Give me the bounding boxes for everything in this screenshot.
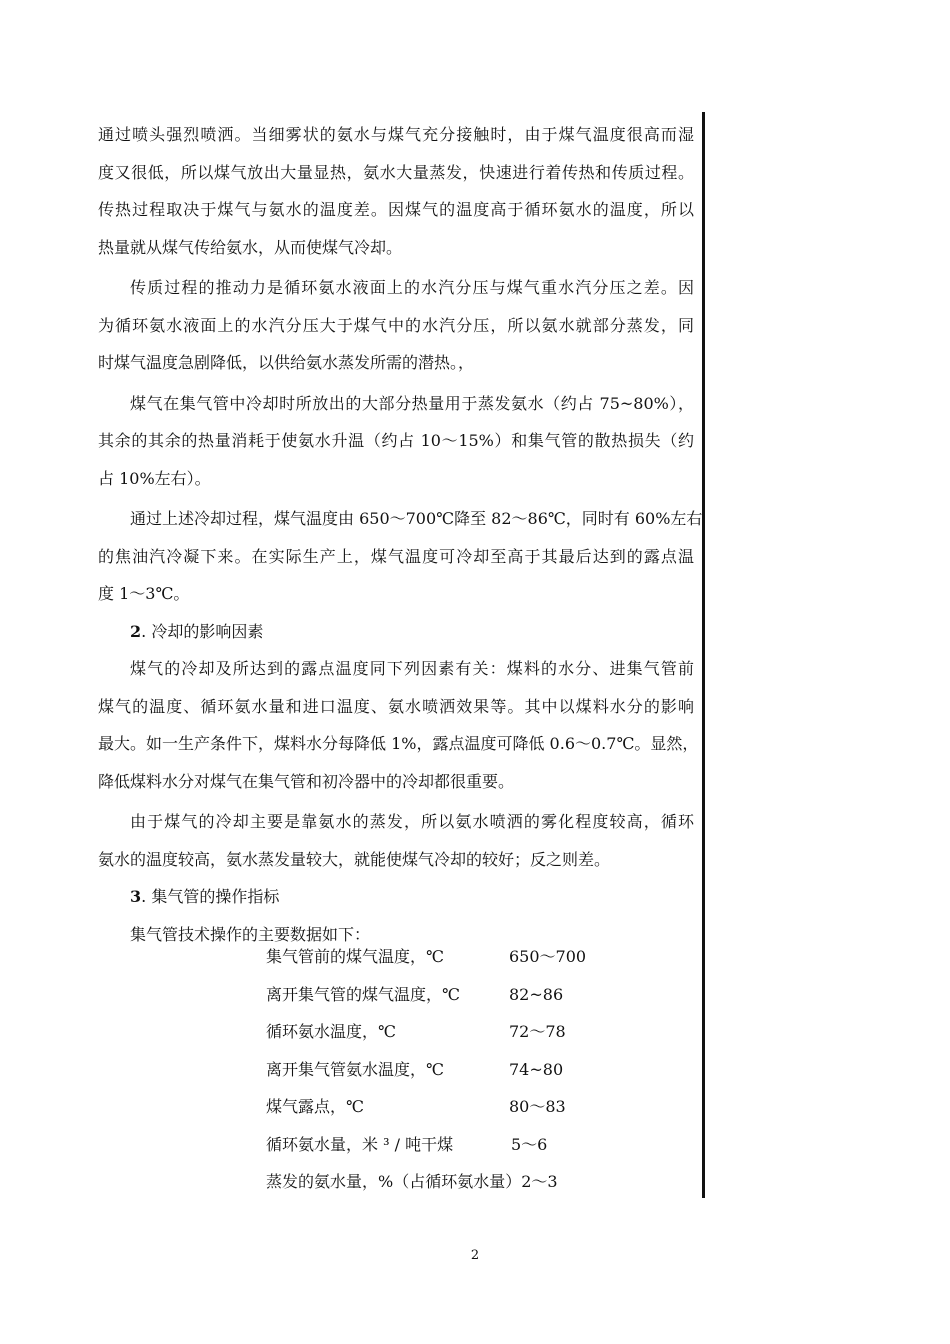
spec-label: 煤气露点，℃ [266,1097,364,1116]
section-heading [98,878,694,916]
text-line: 传质过程的推动力是循环氨水液面上的水汽分压与煤气重水汽分压之差。因 [130,278,694,297]
text-line: 其余的其余的热量消耗于使氨水升温（约占 10～15%）和集气管的散热损失（约 [98,431,694,450]
text-line: 煤气在集气管中冷却时所放出的大部分热量用于蒸发氨水（约占 75~80%）， [130,393,694,413]
margin-rule [702,112,705,1198]
text-line: 降低煤料水分对煤气在集气管和初冷器中的冷却都很重要。 [98,771,515,791]
spec-row [266,938,686,976]
spec-label: 离开集气管的煤气温度，℃ [266,984,460,1004]
spec-label: 循环氨水温度，℃ [266,1022,396,1041]
spec-row [266,1126,686,1164]
spec-row [266,1013,686,1051]
spec-value: 72～78 [509,1022,566,1041]
text-line: 度 1～3℃。 [98,584,190,603]
heading-number: 3 [130,887,142,906]
spec-value: 82~86 [509,984,564,1004]
body-text [98,116,703,953]
text-line: 时煤气温度急剧降低，以供给氨水蒸发所需的潜热。， [98,353,475,372]
heading-number: 2 [130,621,142,641]
spec-value: 80～83 [509,1097,566,1116]
text-line: 传热过程取决于煤气与氨水的温度差。因煤气的温度高于循环氨水的温度，所以 [98,200,694,219]
text-line: 由于煤气的冷却主要是靠氨水的蒸发，所以氨水喷洒的雾化程度较高，循环 [130,812,694,831]
section-heading [98,613,694,651]
text-line: 通过上述冷却过程，煤气温度由 650～700℃降至 82～86℃，同时有 60%左右 [130,509,703,528]
spec-list [266,938,686,1201]
text-line: 氨水的温度较高，氨水蒸发量较大，就能使煤气冷却的较好；反之则差。 [98,849,611,869]
spec-value: 74~80 [509,1059,564,1079]
spec-label: 集气管前的煤气温度，℃ [266,947,444,966]
text-line: 为循环氨水液面上的水汽分压大于煤气中的水汽分压，所以氨水就部分蒸发，同 [98,315,694,335]
spec-intro: 集气管技术操作的主要数据如下： [130,924,371,944]
spec-value: 5～6 [511,1134,548,1154]
spec-row-text: 蒸发的氨水量，%（占循环氨水量）2～3 [266,1172,558,1191]
text-line: 度又很低，所以煤气放出大量显热，氨水大量蒸发，快速进行着传热和传质过程。 [98,162,694,182]
heading-text: . 冷却的影响因素 [141,621,264,641]
spec-label: 循环氨水量，米 ³ / 吨干煤 [266,1134,454,1154]
text-line: 煤气的温度、循环氨水量和进口温度、氨水喷洒效果等。其中以煤料水分的影响 [98,696,694,716]
heading-text: . 集气管的操作指标 [141,887,280,906]
spec-row [266,976,686,1014]
spec-row [266,1051,686,1089]
spec-label: 离开集气管氨水温度，℃ [266,1059,444,1079]
text-line: 通过喷头强烈喷洒。当细雾状的氨水与煤气充分接触时，由于煤气温度很高而湿 [98,125,694,144]
text-line: 的焦油汽冷凝下来。在实际生产上，煤气温度可冷却至高于其最后达到的露点温 [98,546,694,566]
text-line: 热量就从煤气传给氨水，从而使煤气冷却。 [98,237,403,257]
spec-row [266,1163,686,1201]
text-line: 占 10%左右）。 [98,468,211,488]
text-line: 煤气的冷却及所达到的露点温度同下列因素有关：煤料的水分、进集气管前 [130,659,694,678]
text-line: 最大。如一生产条件下，煤料水分每降低 1%，露点温度可降低 0.6～0.7℃。显然， [98,734,699,753]
spec-row [266,1088,686,1126]
page-number: 2 [470,1248,480,1263]
spec-value: 650～700 [509,947,587,966]
